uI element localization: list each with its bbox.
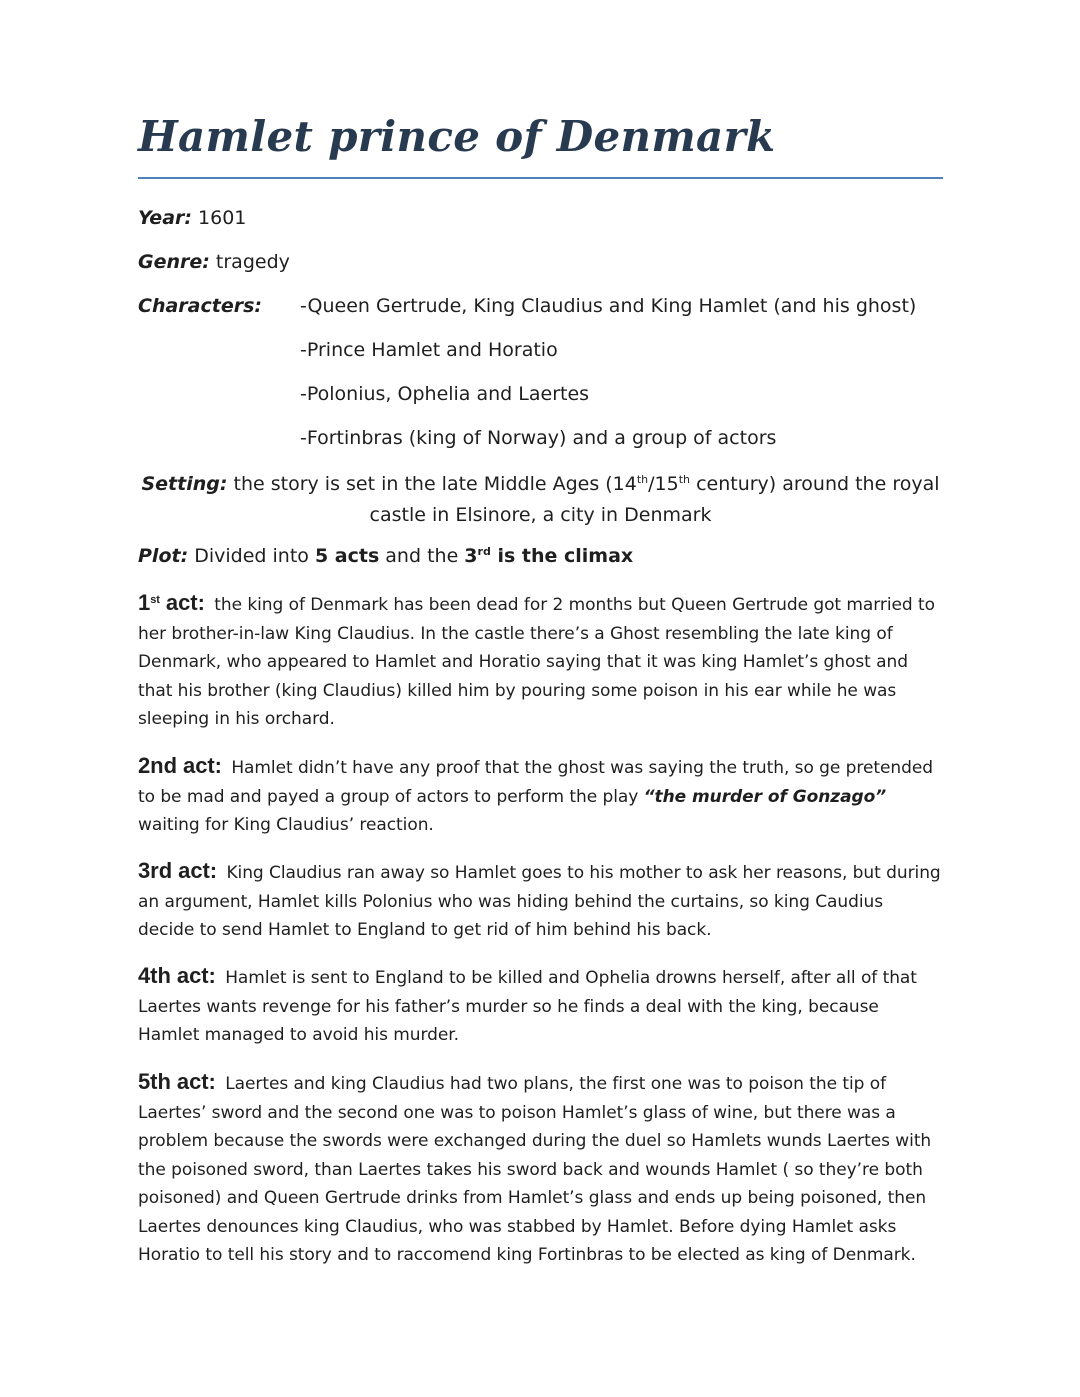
- title-divider: [138, 177, 943, 179]
- act-label-text: act:: [159, 590, 205, 615]
- plot-line: [138, 544, 633, 568]
- act-text: waiting for King Claudius’ reaction.: [138, 815, 434, 835]
- plot-text: and the: [379, 545, 465, 567]
- setting-text: the story is set in the late Middle Ages (14: [227, 473, 637, 495]
- year-label: Year:: [138, 207, 192, 229]
- character-item: -Queen Gertrude, King Claudius and King Hamlet (and his ghost): [300, 295, 917, 317]
- act-text: Hamlet didn’t have any proof that the ghost was saying the truth, so ge pretended to be mad and payed a group of actors to perform the play: [138, 758, 934, 807]
- plot-sup: rd: [477, 545, 491, 558]
- setting-sup: th: [678, 473, 691, 486]
- act-label: 5th act:: [138, 1069, 216, 1094]
- setting-text: century) around the royal castle in Elsinore, a city in Denmark: [369, 473, 940, 526]
- act-paragraph-2: [138, 752, 944, 840]
- act-label: 3rd act:: [138, 858, 218, 883]
- plot-text: Divided into: [188, 545, 315, 567]
- character-item: -Polonius, Ophelia and Laertes: [300, 383, 590, 405]
- genre-value: tragedy: [215, 251, 290, 273]
- setting-label: Setting:: [141, 473, 228, 495]
- plot-bold: 5 acts: [314, 545, 380, 567]
- setting-paragraph: [138, 469, 943, 531]
- character-item: -Prince Hamlet and Horatio: [300, 339, 558, 361]
- play-title: “the murder of Gonzago”: [643, 786, 887, 807]
- year-value: 1601: [198, 207, 247, 229]
- plot-bold: is the climax: [490, 545, 634, 567]
- act-label: 2nd act:: [138, 753, 222, 778]
- setting-sup: th: [636, 473, 649, 486]
- genre-line: [138, 250, 290, 274]
- act-paragraph-1: [138, 589, 944, 734]
- characters-label: Characters:: [138, 295, 262, 317]
- act-text: Hamlet is sent to England to be killed and Ophelia drowns herself, after all of that Laertes wants revenge for his father’s murder so he finds a deal with the king, because Hamlet managed to avoid his murder.: [138, 968, 917, 1045]
- year-line: [138, 206, 246, 230]
- plot-bold: 3: [464, 545, 478, 567]
- act-label: 4th act:: [138, 963, 216, 988]
- act-text: King Claudius ran away so Hamlet goes to his mother to ask her reasons, but during an argument, Hamlet kills Polonius who was hiding behind the curtains, so king Caudius decide to send Hamlet to England to get rid of him behind his back.: [138, 863, 941, 940]
- act-text: Laertes and king Claudius had two plans, the first one was to poison the tip of Laertes’ sword and the second one was to poison Hamlet’s glass of wine, but there was a problem because the swords were exchanged during the duel so Hamlets wunds Laertes with the poisoned sword, than Laertes takes his sword back and wounds Hamlet ( so they’re both poisoned) and Queen Gertrude drinks from Hamlet’s glass and ends up being poisoned, then Laertes denounces king Claudius, who was stabbed by Hamlet. Before dying Hamlet asks Horatio to tell his story and to raccomend king Fortinbras to be elected as king of Denmark.: [138, 1074, 932, 1265]
- act-label-number: 1: [138, 590, 151, 615]
- character-item: -Fortinbras (king of Norway) and a group of actors: [300, 427, 777, 449]
- setting-text: /15: [648, 473, 679, 495]
- plot-label: Plot:: [138, 545, 189, 567]
- act-paragraph-5: [138, 1068, 944, 1270]
- act-label-sup: st: [150, 594, 160, 606]
- act-label: [138, 590, 205, 615]
- act-paragraph-4: [138, 962, 944, 1050]
- act-paragraph-3: [138, 857, 944, 945]
- document-title: Hamlet prince of Denmark: [138, 112, 776, 161]
- genre-label: Genre:: [138, 251, 210, 273]
- act-text: the king of Denmark has been dead for 2 months but Queen Gertrude got married to her brother-in-law King Claudius. In the castle there’s a Ghost resembling the late king of Denmark, who appeared to Hamlet and Horatio saying that it was king Hamlet’s ghost and that his brother (king Claudius) killed him by pouring some poison in his ear while he was sleeping in his orchard.: [138, 595, 935, 729]
